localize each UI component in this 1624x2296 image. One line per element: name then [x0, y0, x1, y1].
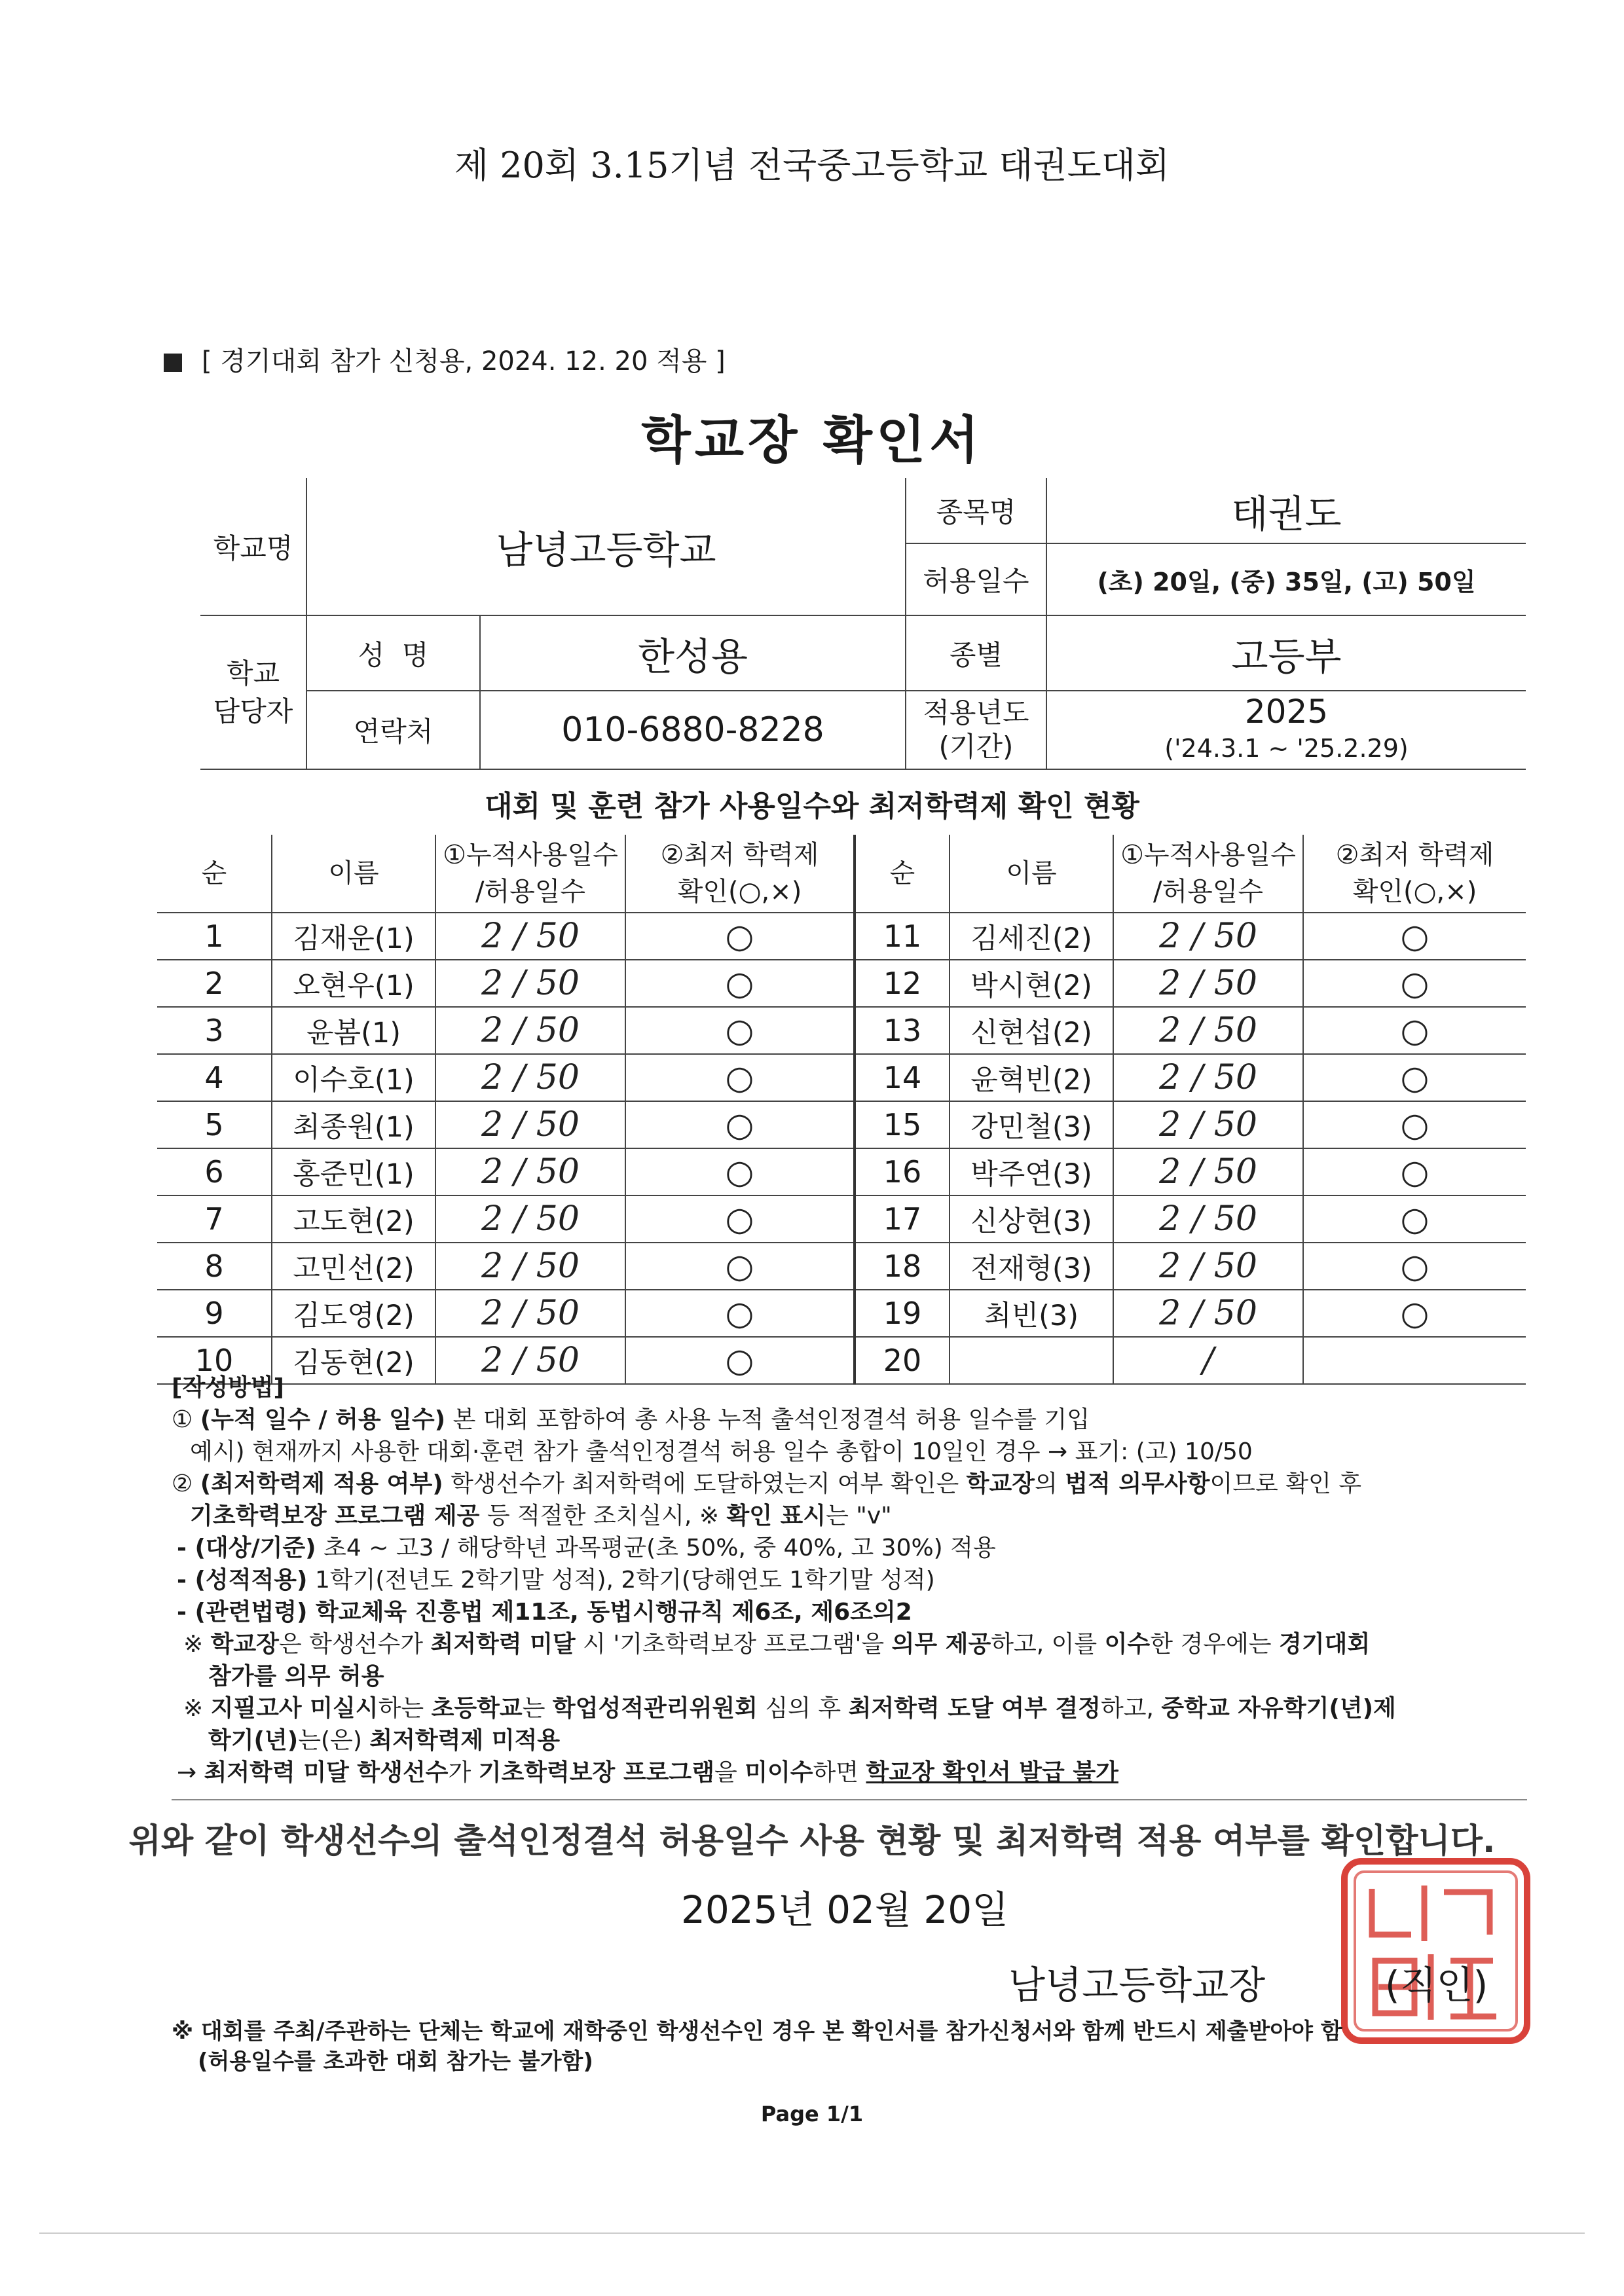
row-number: 3 — [157, 1007, 272, 1054]
instruction-line — [172, 1532, 1534, 1564]
instruction-line — [172, 1757, 1534, 1789]
school-info-table — [200, 478, 1526, 770]
seal-border — [1344, 1861, 1527, 2041]
text: 을 — [714, 1759, 745, 1786]
days-used: 2 / 50 — [435, 913, 625, 960]
instruction-line — [172, 1564, 1534, 1596]
bold-term: - (관련법령) — [177, 1599, 308, 1626]
instruction-line — [172, 1468, 1534, 1500]
bold-term: 학교장 확인서 발급 불가 — [866, 1759, 1118, 1786]
seal-label: (직인) — [1385, 1963, 1488, 2007]
confirmation-statement: 위와 같이 학생선수의 출석인정결석 허용일수 사용 현황 및 최저학력 적용 여부를 확인합니다. — [128, 1822, 1496, 1861]
header-no: 순 — [157, 835, 272, 913]
min-achievement-check: ○ — [625, 1290, 855, 1337]
min-achievement-check: ○ — [1303, 913, 1526, 960]
min-achievement-check: ○ — [1303, 960, 1526, 1007]
instruction-line — [172, 1724, 1534, 1757]
circled-number: ① — [172, 1406, 193, 1433]
row-number: 6 — [157, 1148, 272, 1195]
square-bullet-icon — [164, 354, 182, 372]
footnote-line2: (허용일수를 초과한 대회 참가는 불가함) — [198, 2049, 593, 2075]
student-name: 최종원(1) — [272, 1101, 435, 1148]
header-check — [1303, 835, 1526, 913]
row-number: 20 — [855, 1337, 950, 1384]
bold-term: 법적 의무사항 — [1065, 1470, 1210, 1497]
min-achievement-check: ○ — [625, 1148, 855, 1195]
row-number: 1 — [157, 913, 272, 960]
bold-term: 지필고사 미실시 — [210, 1695, 378, 1722]
table-row — [157, 1290, 1526, 1337]
student-name: 김재운(1) — [272, 913, 435, 960]
days-used: 2 / 50 — [1113, 960, 1303, 1007]
row-number: 5 — [157, 1101, 272, 1148]
header-name: 이름 — [950, 835, 1113, 913]
days-used: 2 / 50 — [1113, 1290, 1303, 1337]
instruction-line — [172, 1596, 1534, 1628]
circled-number: ② — [172, 1470, 193, 1497]
bold-term: 초등학교 — [431, 1695, 523, 1722]
text: 이므로 확인 후 — [1209, 1470, 1361, 1497]
bold-term: 기초학력보장 프로그램 제공 — [190, 1503, 480, 1529]
text: ※ — [183, 1695, 211, 1722]
student-name: 신상현(3) — [950, 1195, 1113, 1243]
page-number: Page 1/1 — [760, 2102, 864, 2126]
days-used: 2 / 50 — [1113, 913, 1303, 960]
student-name: 고도현(2) — [272, 1195, 435, 1243]
bold-term: 학기(년) — [208, 1727, 299, 1754]
min-achievement-check: ○ — [625, 1007, 855, 1054]
text: 하는 — [378, 1695, 432, 1722]
sport-label: 종목명 — [906, 478, 1046, 543]
bold-term: - (성적적용) — [177, 1567, 308, 1594]
bold-term: 확인 표시 — [726, 1503, 826, 1529]
participants-table — [157, 835, 1526, 1385]
manager-label-line2: 담당자 — [213, 695, 293, 727]
header-check-line2: 확인(○,×) — [677, 877, 802, 907]
header-check-line2: 확인(○,×) — [1352, 877, 1477, 907]
days-used: 2 / 50 — [435, 1101, 625, 1148]
student-name: 윤혁빈(2) — [950, 1054, 1113, 1101]
official-seal-icon — [1339, 1856, 1532, 2046]
student-name: 이수호(1) — [272, 1054, 435, 1101]
text: 는(은) — [298, 1727, 370, 1754]
min-achievement-check: ○ — [625, 1195, 855, 1243]
year-label — [906, 691, 1046, 769]
text: 학생선수가 최저학력에 도달하였는지 여부 확인은 — [443, 1470, 967, 1497]
student-name: 홍준민(1) — [272, 1148, 435, 1195]
sport-value: 태권도 — [1046, 478, 1526, 543]
bold-term: 최저학력제 미적용 — [369, 1727, 561, 1754]
min-achievement-check: ○ — [1303, 1148, 1526, 1195]
days-used: 2 / 50 — [1113, 1195, 1303, 1243]
division-value: 고등부 — [1046, 615, 1526, 691]
table-header-row — [157, 835, 1526, 913]
header-no: 순 — [855, 835, 950, 913]
days-used: 2 / 50 — [435, 1337, 625, 1384]
min-achievement-check: ○ — [625, 1101, 855, 1148]
text: 본 대회 포함하여 총 사용 누적 출석인정결석 허용 일수를 기입 — [445, 1406, 1090, 1433]
bold-term: (누적 일수 / 허용 일수) — [200, 1406, 446, 1433]
min-achievement-check: ○ — [625, 1337, 855, 1384]
header-days — [1113, 835, 1303, 913]
bold-term: 학교장 — [966, 1470, 1035, 1497]
min-achievement-check: ○ — [1303, 1007, 1526, 1054]
text: 초4 ~ 고3 / 해당학년 과목평균(초 50%, 중 40%, 고 30%) 적용 — [316, 1535, 996, 1561]
event-title: 제 20회 3.15기념 전국중고등학교 태권도대회 — [454, 145, 1170, 186]
days-used: 2 / 50 — [435, 960, 625, 1007]
bottom-divider — [39, 2232, 1585, 2234]
student-name: 고민선(2) — [272, 1243, 435, 1290]
min-achievement-check: ○ — [625, 1243, 855, 1290]
allowed-days-label: 허용일수 — [906, 543, 1046, 615]
row-number: 13 — [855, 1007, 950, 1054]
instruction-line — [172, 1628, 1534, 1660]
document-title: 학교장 확인서 — [641, 411, 983, 470]
footnote-line1: ※ 대회를 주최/주관하는 단체는 학교에 재학중인 학생선수인 경우 본 확인서를 참가신청서와 함께 반드시 제출받아야 함 — [172, 2018, 1342, 2045]
instruction-line — [172, 1692, 1534, 1724]
bold-term: 최저학력 미달 — [430, 1631, 576, 1658]
row-number: 17 — [855, 1195, 950, 1243]
text: 하고, — [1100, 1695, 1162, 1722]
section-title: 대회 및 훈련 참가 사용일수와 최저학력제 확인 현황 — [485, 790, 1139, 823]
row-number: 7 — [157, 1195, 272, 1243]
table-row — [157, 1243, 1526, 1290]
days-used: 2 / 50 — [435, 1054, 625, 1101]
min-achievement-check: ○ — [1303, 1054, 1526, 1101]
student-name: 최빈(3) — [950, 1290, 1113, 1337]
bold-term: 최저학력 도달 여부 결정 — [848, 1695, 1101, 1722]
text: 심의 후 — [757, 1695, 849, 1722]
row-number: 10 — [157, 1337, 272, 1384]
bold-term: 이수 — [1104, 1631, 1151, 1658]
text: ※ — [183, 1631, 211, 1658]
bold-term: 최저학력 미달 학생선수 — [204, 1759, 449, 1786]
days-used: 2 / 50 — [1113, 1243, 1303, 1290]
min-achievement-check: ○ — [625, 1054, 855, 1101]
row-number: 11 — [855, 913, 950, 960]
text: 하고, 이를 — [991, 1631, 1105, 1658]
instruction-line: 예시) 현재까지 사용한 대회·훈련 참가 출석인정결석 허용 일수 총합이 10일인 경우 → 표기: (고) 10/50 — [190, 1438, 1253, 1465]
student-name: 박시현(2) — [950, 960, 1113, 1007]
header-check-line1: ②최저 학력제 — [1335, 840, 1494, 870]
header-check — [625, 835, 855, 913]
school-name: 남녕고등학교 — [306, 478, 906, 615]
bold-term: - (대상/기준) — [177, 1535, 316, 1561]
text: → — [177, 1759, 204, 1786]
manager-name: 한성용 — [480, 615, 906, 691]
footnote — [172, 2016, 1342, 2077]
contact-value: 010-6880-8228 — [480, 691, 906, 769]
student-name: 전재형(3) — [950, 1243, 1113, 1290]
bold-term: 학교장 — [210, 1631, 279, 1658]
table-row — [157, 1195, 1526, 1243]
bold-term: (최저학력제 적용 여부) — [200, 1470, 443, 1497]
school-label: 학교명 — [200, 478, 306, 615]
student-name: 강민철(3) — [950, 1101, 1113, 1148]
manager-label-line1: 학교 — [226, 657, 280, 689]
text: 학교체육 진흥법 제11조, 동법시행규칙 제6조, 제6조의2 — [307, 1599, 912, 1626]
text: 는 — [522, 1695, 553, 1722]
days-used: 2 / 50 — [1113, 1148, 1303, 1195]
contact-label: 연락처 — [306, 691, 480, 769]
issue-date: 2025년 02월 20일 — [681, 1887, 1009, 1932]
row-number: 14 — [855, 1054, 950, 1101]
bold-term: 의무 제공 — [891, 1631, 991, 1658]
student-name: 김동현(2) — [272, 1337, 435, 1384]
student-name: 박주연(3) — [950, 1148, 1113, 1195]
row-number: 19 — [855, 1290, 950, 1337]
manager-label — [200, 615, 306, 769]
min-achievement-check: ○ — [1303, 1290, 1526, 1337]
student-name: 오현우(1) — [272, 960, 435, 1007]
year-period: ('24.3.1 ~ '25.2.29) — [1164, 734, 1409, 763]
instruction-line — [172, 1500, 1534, 1532]
bold-term: 경기대회 — [1279, 1631, 1371, 1658]
text: 가 — [448, 1759, 479, 1786]
text: 은 학생선수가 — [278, 1631, 431, 1658]
row-number: 12 — [855, 960, 950, 1007]
row-number: 8 — [157, 1243, 272, 1290]
days-used: 2 / 50 — [1113, 1054, 1303, 1101]
text: 시 '기초학력보장 프로그램'을 — [575, 1631, 892, 1658]
table-row — [157, 1054, 1526, 1101]
row-number: 2 — [157, 960, 272, 1007]
text: 등 적절한 조치실시, ※ — [479, 1503, 727, 1529]
instruction-line: 참가를 의무 허용 — [208, 1663, 384, 1690]
days-used: 2 / 50 — [435, 1290, 625, 1337]
min-achievement-check: ○ — [1303, 1243, 1526, 1290]
bold-term: 중학교 자유학기(년)제 — [1161, 1695, 1396, 1722]
table-row — [157, 1007, 1526, 1054]
name-label: 성 명 — [306, 615, 480, 691]
student-name: 김세진(2) — [950, 913, 1113, 960]
year-label-line2: (기간) — [938, 731, 1014, 763]
row-number: 4 — [157, 1054, 272, 1101]
bold-term: 학업성적관리위원회 — [552, 1695, 758, 1722]
student-name: 김도영(2) — [272, 1290, 435, 1337]
min-achievement-check: ○ — [625, 960, 855, 1007]
year-label-line1: 적용년도 — [923, 697, 1029, 729]
days-used: 2 / 50 — [435, 1243, 625, 1290]
row-number: 16 — [855, 1148, 950, 1195]
text: 의 — [1035, 1470, 1065, 1497]
text: 한 경우에는 — [1150, 1631, 1279, 1658]
divider — [172, 1799, 1527, 1800]
header-days — [435, 835, 625, 913]
header-days-line2: /허용일수 — [1153, 877, 1264, 907]
min-achievement-check: ○ — [625, 913, 855, 960]
instruction-line — [172, 1404, 1534, 1436]
table-row — [157, 913, 1526, 960]
header-check-line1: ②최저 학력제 — [660, 840, 819, 870]
table-row — [157, 1101, 1526, 1148]
form-note-text: [ 경기대회 참가 신청용, 2024. 12. 20 적용 ] — [202, 346, 726, 376]
instructions — [172, 1372, 1534, 1789]
text: 는 "v" — [826, 1503, 892, 1529]
table-row — [157, 1148, 1526, 1195]
year-value: 2025 — [1244, 693, 1329, 731]
division-label: 종별 — [906, 615, 1046, 691]
days-used: 2 / 50 — [1113, 1007, 1303, 1054]
header-name: 이름 — [272, 835, 435, 913]
days-used: 2 / 50 — [435, 1148, 625, 1195]
text: 1학기(전년도 2학기말 성적), 2학기(당해연도 1학기말 성적) — [307, 1567, 935, 1594]
student-name: 윤봄(1) — [272, 1007, 435, 1054]
min-achievement-check: ○ — [1303, 1195, 1526, 1243]
student-name: 신현섭(2) — [950, 1007, 1113, 1054]
days-used: 2 / 50 — [1113, 1101, 1303, 1148]
form-note — [164, 340, 726, 378]
days-used: / — [1113, 1337, 1303, 1384]
allowed-days-value: (초) 20일, (중) 35일, (고) 50일 — [1046, 543, 1526, 615]
row-number: 9 — [157, 1290, 272, 1337]
principal-title: 남녕고등학교장 — [1008, 1963, 1266, 2007]
bold-term: 미이수 — [745, 1759, 813, 1786]
table-row — [157, 960, 1526, 1007]
row-number: 15 — [855, 1101, 950, 1148]
text: 하면 — [813, 1759, 866, 1786]
days-used: 2 / 50 — [435, 1007, 625, 1054]
row-number: 18 — [855, 1243, 950, 1290]
header-days-line1: ①누적사용일수 — [443, 840, 618, 870]
days-used: 2 / 50 — [435, 1195, 625, 1243]
bold-term: 기초학력보장 프로그램 — [478, 1759, 714, 1786]
header-days-line2: /허용일수 — [475, 877, 586, 907]
header-days-line1: ①누적사용일수 — [1120, 840, 1296, 870]
min-achievement-check: ○ — [1303, 1101, 1526, 1148]
instructions-heading: [작성방법] — [172, 1374, 285, 1401]
year-cell — [1046, 691, 1526, 769]
